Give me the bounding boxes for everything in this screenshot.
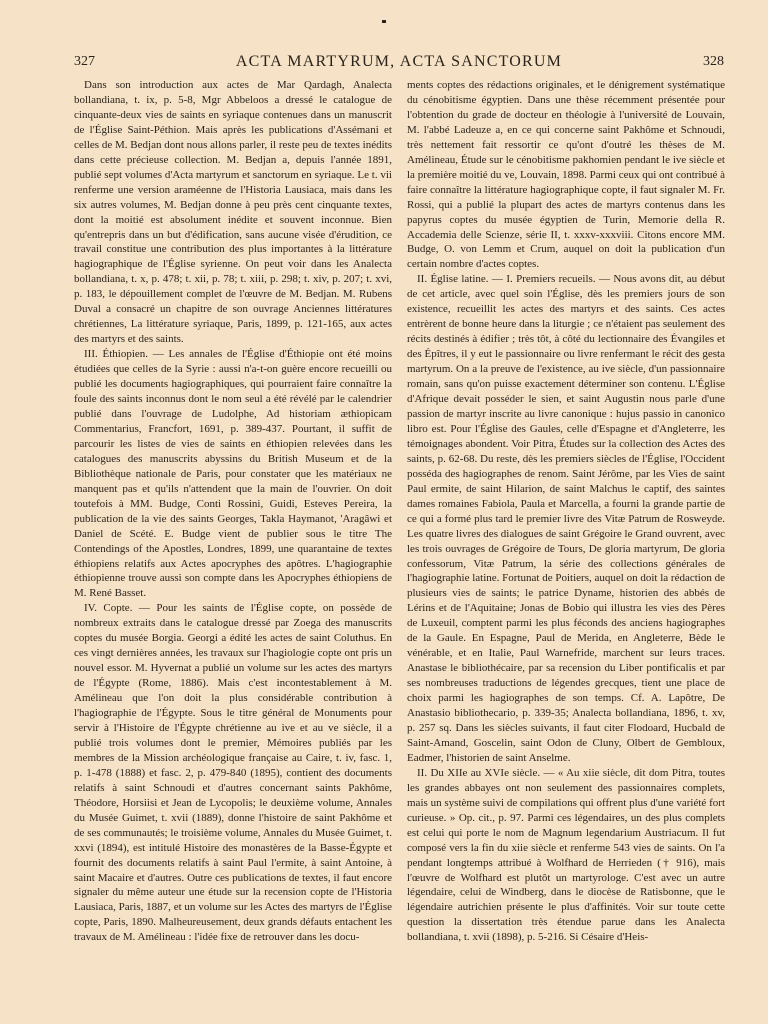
page-number-right: 328	[703, 54, 724, 69]
paragraph-latin-church: II. Église latine. — I. Premiers recueils. — Nous avons dit, au début de cet article, avec quel soin l'Église, dès les premiers jours de son existence, recueillit les actes des martyrs et des saints. Ces actes entrèrent de bonne heure dans la liturgie ; ce n'étaient pas seulement des récits destinés à édifier ; très tôt, à côté du lectionnaire des Évangiles et des Épîtres, il y eut le passionnaire ou livre renfermant le récit des gesta martyrum. On a la preuve de l'existence, au ive siècle, d'un passionnaire romain, sans qu'on puisse exactement déterminer son contenu. L'Église d'Afrique devait posséder le sien, et saint Augustin nous parle d'une passion de martyr inscrite au livre canonique : hujus passio in canonico libro est. Pour l'Église des Gaules, celle d'Espagne et d'Angleterre, les témoignages abondent. Voir Pitra, Études sur la collection des Actes des saints, p. 62-68. Du reste, dès les premiers siècles de l'Église, l'Occident posséda des hagiographes de renom. Saint Jérôme, par les Vies de saint Paul ermite, de saint Hilarion, de saint Malchus le captif, des saintes dames romaines Fabiola, Paula et Marcella, a fourni la grande partie de ce qui a formé plus tard le premier livre des Vitæ Patrum de Rosweyde. Les quatre livres des dialogues de saint Grégoire le Grand ouvrent, avec les trois ouvrages de Grégoire de Tours, De gloria martyrum, De gloria confessorum, Vitæ Patrum, la série des collections générales de l'hagiographie latine. Fortunat de Poitiers, auquel on doit la rédaction de plusieurs vies de saints; le patrice Dyname, historien des abbés de Lérins et de l'Aquitaine; Jonas de Bobio qui illustra les vies des Pères de Luxeuil, comptent parmi les plus féconds des anciens hagiographes de la Gaule. En Espagne, Paul de Merida, en Angleterre, Bède le vénérable, et en Italie, Paul Warnefride, marchent sur leurs traces. Anastase le bibliothécaire, par sa recension du Liber pontificalis et par ses nombreuses traductions de légendes grecques, tient une place de choix parmi les hagiographes de son temps. Cf. A. Lapôtre, De Anastasio bibliothecario, p. 339-35; Analecta bollandiana, 1896, t. xv, p. 257 sq. Dans les siècles suivants, il faut citer Flodoard, Hucbald de Saint-Amand, Goscelin, saint Odon de Cluny, Olbert de Gembloux, Eadmer, l'historien de saint Anselme.	[407, 273, 725, 764]
running-title: ACTA MARTYRUM, ACTA SANCTORUM	[235, 53, 563, 70]
paragraph-coptic: IV. Copte. — Pour les saints de l'Église copte, on possède de nombreux extraits dans le catalogue dressé par Zoega des manuscrits coptes du musée Borgia. Georgi a édité les actes de saint Coluthus. En ces vingt dernières années, les travaux sur l'hagiologie copte ont pris un nouvel essor. M. Hyvernat a publié un volume sur les actes des martyrs de l'Égypte (Rome, 1886). Mais c'est incontestablement à M. Amélineau que l'on doit la plus considérable contribution à l'hagiographie de l'Égypte. Sous le titre général de Monuments pour servir à l'Histoire de l'Égypte chrétienne au ive et au ve siècle, il a publié trois volumes dont le premier, Mémoires publiés par les membres de la Mission archéologique française au Caire, t. iv, fasc. 1, p. 1-478 (1888) et fasc. 2, p. 479-840 (1895), contient des documents relatifs à saint Schnoudi et d'autres concernant saints Pakhôme, Théodore, Horsiisi et Jean de Lycopolis; le deuxième volume, Annales du Musée Guimet, t. xvii (1889), donne l'histoire de saint Pakhôme et de ses communautés; le troisième volume, Annales du Musée Guimet, t. xxvi (1894), est intitulé Histoire des monastères de la Basse-Égypte et fournit des documents relatifs à saint Paul l'ermite, à saint Antoine, à saint Macaire et d'autres. Outre ces publications de textes, il faut encore signaler du même auteur une étude sur la recension copte de l'Historia Lausiaca, Paris, 1887, et un volume sur les Actes des martyrs de l'Église copte, Paris, 1890. Malheureusement, deux grands défauts entachent les travaux de M. Amélineau : l'idée fixe de retrouver dans les docu-	[74, 602, 392, 944]
paragraph-syriac-continued: Dans son introduction aux actes de Mar Qardagh, Analecta bollandiana, t. ix, p. 5-8, Mgr Abbeloos a dressé le catalogue de cinquante-deux vies de saints en syriaque contenues dans un manuscrit de l'Église Saint-Péthion. Mais après les publications d'Assémani et celles de M. Bedjan dont nous allons parler, il reste peu de textes inédits dans cette précieuse collection. M. Bedjan a, depuis l'année 1891, publié sept volumes d'Acta martyrum et sanctorum en syriaque. Le t. vii renferme une version araméenne de l'Historia Lausiaca, mais dans les six autres volumes, M. Bedjan donne à peu près cent cinquante textes, dont la moitié est absolument inédite et souvent inconnue. Bien qu'entrepris dans un but d'édification, sans aucune visée d'érudition, ce travail constitue une contribution des plus importantes à la littérature hagiographique de l'Église syrienne. On peut voir dans les Analecta bollandiana, t. x, p. 478; t. xii, p. 78; t. xiii, p. 298; t. xiv, p. 207; t. xvi, p. 183, le dépouillement complet de l'œuvre de M. Bedjan. M. Rubens Duval a consacré un chapitre de son ouvrage Anciennes littératures chrétiennes, La littérature syriaque, Paris, 1899, p. 121-165, aux actes des martyrs et des saints.	[74, 79, 392, 346]
page-number-left: 327	[74, 54, 95, 69]
printer-mark	[382, 20, 386, 23]
paragraph-coptic-continued: ments coptes des rédactions originales, et le dénigrement systématique du cénobitisme égyptien. Dans une thèse récemment présentée pour l'obtention du grade de docteur en théologie à l'université de Louvain, M. l'abbé Ladeuze a, en ce qui concerne saint Pakhôme et Schnoudi, très nettement fait ressortir ce qu'ont d'outré les thèses de M. Amélineau, Étude sur le cénobitisme pakhomien pendant le ive siècle et la première moitié du ve, Louvain, 1898. Parmi ceux qui ont contribué à faire connaître la littérature hagiographique copte, il faut signaler M. Fr. Rossi, qui a publié la plupart des actes de martyrs contenus dans les papyrus coptes du musée égyptien de Turin, Memorie della R. Accademia delle Scienze, série II, t. xxxv-xxxviii. Citons encore MM. Budge, O. von Lemm et Crum, auquel on doit la publication d'un certain nombre d'actes coptes.	[407, 79, 725, 271]
running-header	[74, 50, 724, 74]
right-column	[407, 78, 725, 945]
paragraph-ethiopian: III. Éthiopien. — Les annales de l'Église d'Éthiopie ont été moins étudiées que celles de la Syrie : aussi n'a-t-on guère encore recueilli ou publié les documents hagiographiques, qui pourraient faire connaître la foule des saints inconnus dont le nom seul a été révélé par le calendrier publié dans l'ouvrage de Ludolphe, Ad historiam æthiopicam Commentarius, Francfort, 1691, p. 389-437. Pourtant, il suffit de parcourir les listes de vies de saints en éthiopien relevées dans les catalogues des manuscrits abyssins du British Museum et de la Bibliothèque nationale de Paris, pour constater que les matériaux ne manquent pas et qu'ils n'attendent que la main de l'ouvrier. On doit toutefois à MM. Budge, Conti Rossini, Guidi, Esteves Pereira, la publication de la vie des saints Georges, Takla Haymanot, 'Aragâwi et Daniel de Scété. E. Budge vient de publier sous le titre The Contendings of the Apostles, Londres, 1899, une quarantaine de textes éthiopiens relatifs aux Actes apocryphes des apôtres. L'hagiographie éthiopienne trouve aussi son compte dans les Apocryphes éthiopiens de M. René Basset.	[74, 348, 392, 600]
paragraph-twelfth-sixteenth-century: II. Du XIIe au XVIe siècle. — « Au xiie siècle, dit dom Pitra, toutes les grandes abbayes ont non seulement des passionnaires complets, mais un système suivi de compilations qui offrent plus d'une variété fort curieuse. » Op. cit., p. 97. Parmi ces légendaires, un des plus complets est celui qui porte le nom de Magnum legendarium Austriacum. Il fut composé vers la fin du xiie siècle et renferme 543 vies de saints. On l'a pendant longtemps attribué à Wolfhard de Herrieden († 916), mais l'œuvre de Wolfhard est plutôt un martyrologe. C'est avec un autre légendaire, celui de Windberg, dans le diocèse de Ratisbonne, que le légendaire autrichien présente le plus d'affinités. Voir sur toute cette question la dissertation très étendue parue dans les Analecta bollandiana, t. xvii (1898), p. 5-216. Si Césaire d'Heis-	[407, 766, 725, 944]
left-column	[74, 78, 392, 945]
